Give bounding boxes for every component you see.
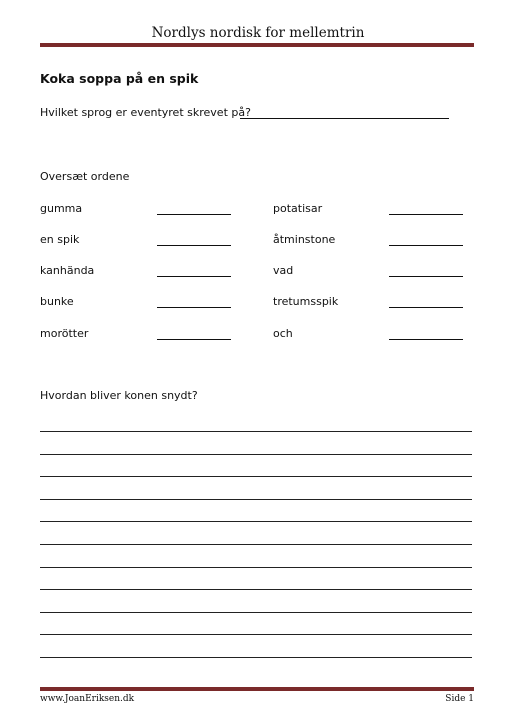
translation-blank[interactable] <box>389 214 463 215</box>
answer-line-language[interactable] <box>240 118 449 119</box>
footer-page-number: Side 1 <box>445 694 474 704</box>
answer-line[interactable] <box>40 521 472 522</box>
word-label: morötter <box>40 327 89 340</box>
translate-section-label: Oversæt ordene <box>40 170 130 183</box>
answer-line[interactable] <box>40 431 472 432</box>
word-label: en spik <box>40 233 80 246</box>
answer-line[interactable] <box>40 612 472 613</box>
footer-site: www.JoanEriksen.dk <box>40 694 135 704</box>
translation-blank[interactable] <box>389 307 463 308</box>
question-deceived: Hvordan bliver konen snydt? <box>40 389 198 402</box>
word-label: gumma <box>40 202 83 215</box>
word-label: och <box>273 327 293 340</box>
word-label: potatisar <box>273 202 323 215</box>
translation-blank[interactable] <box>389 339 463 340</box>
page-header-title: Nordlys nordisk for mellemtrin <box>151 25 365 41</box>
answer-line[interactable] <box>40 634 472 635</box>
footer-divider <box>40 687 474 691</box>
translation-blank[interactable] <box>389 245 463 246</box>
answer-line[interactable] <box>40 454 472 455</box>
translation-blank[interactable] <box>157 214 231 215</box>
answer-line[interactable] <box>40 567 472 568</box>
word-label: åtminstone <box>273 233 336 246</box>
translation-blank[interactable] <box>157 307 231 308</box>
answer-line[interactable] <box>40 544 472 545</box>
word-label: vad <box>273 264 294 277</box>
answer-line[interactable] <box>40 499 472 500</box>
answer-line[interactable] <box>40 589 472 590</box>
question-language: Hvilket sprog er eventyret skrevet på? <box>40 106 251 119</box>
answer-line[interactable] <box>40 476 472 477</box>
translation-blank[interactable] <box>157 339 231 340</box>
word-label: tretumsspik <box>273 295 339 308</box>
header-divider <box>40 43 474 47</box>
translation-blank[interactable] <box>157 276 231 277</box>
word-label: bunke <box>40 295 74 308</box>
translation-blank[interactable] <box>389 276 463 277</box>
word-label: kanhända <box>40 264 95 277</box>
worksheet-title: Koka soppa på en spik <box>40 71 199 86</box>
translation-blank[interactable] <box>157 245 231 246</box>
answer-line[interactable] <box>40 657 472 658</box>
